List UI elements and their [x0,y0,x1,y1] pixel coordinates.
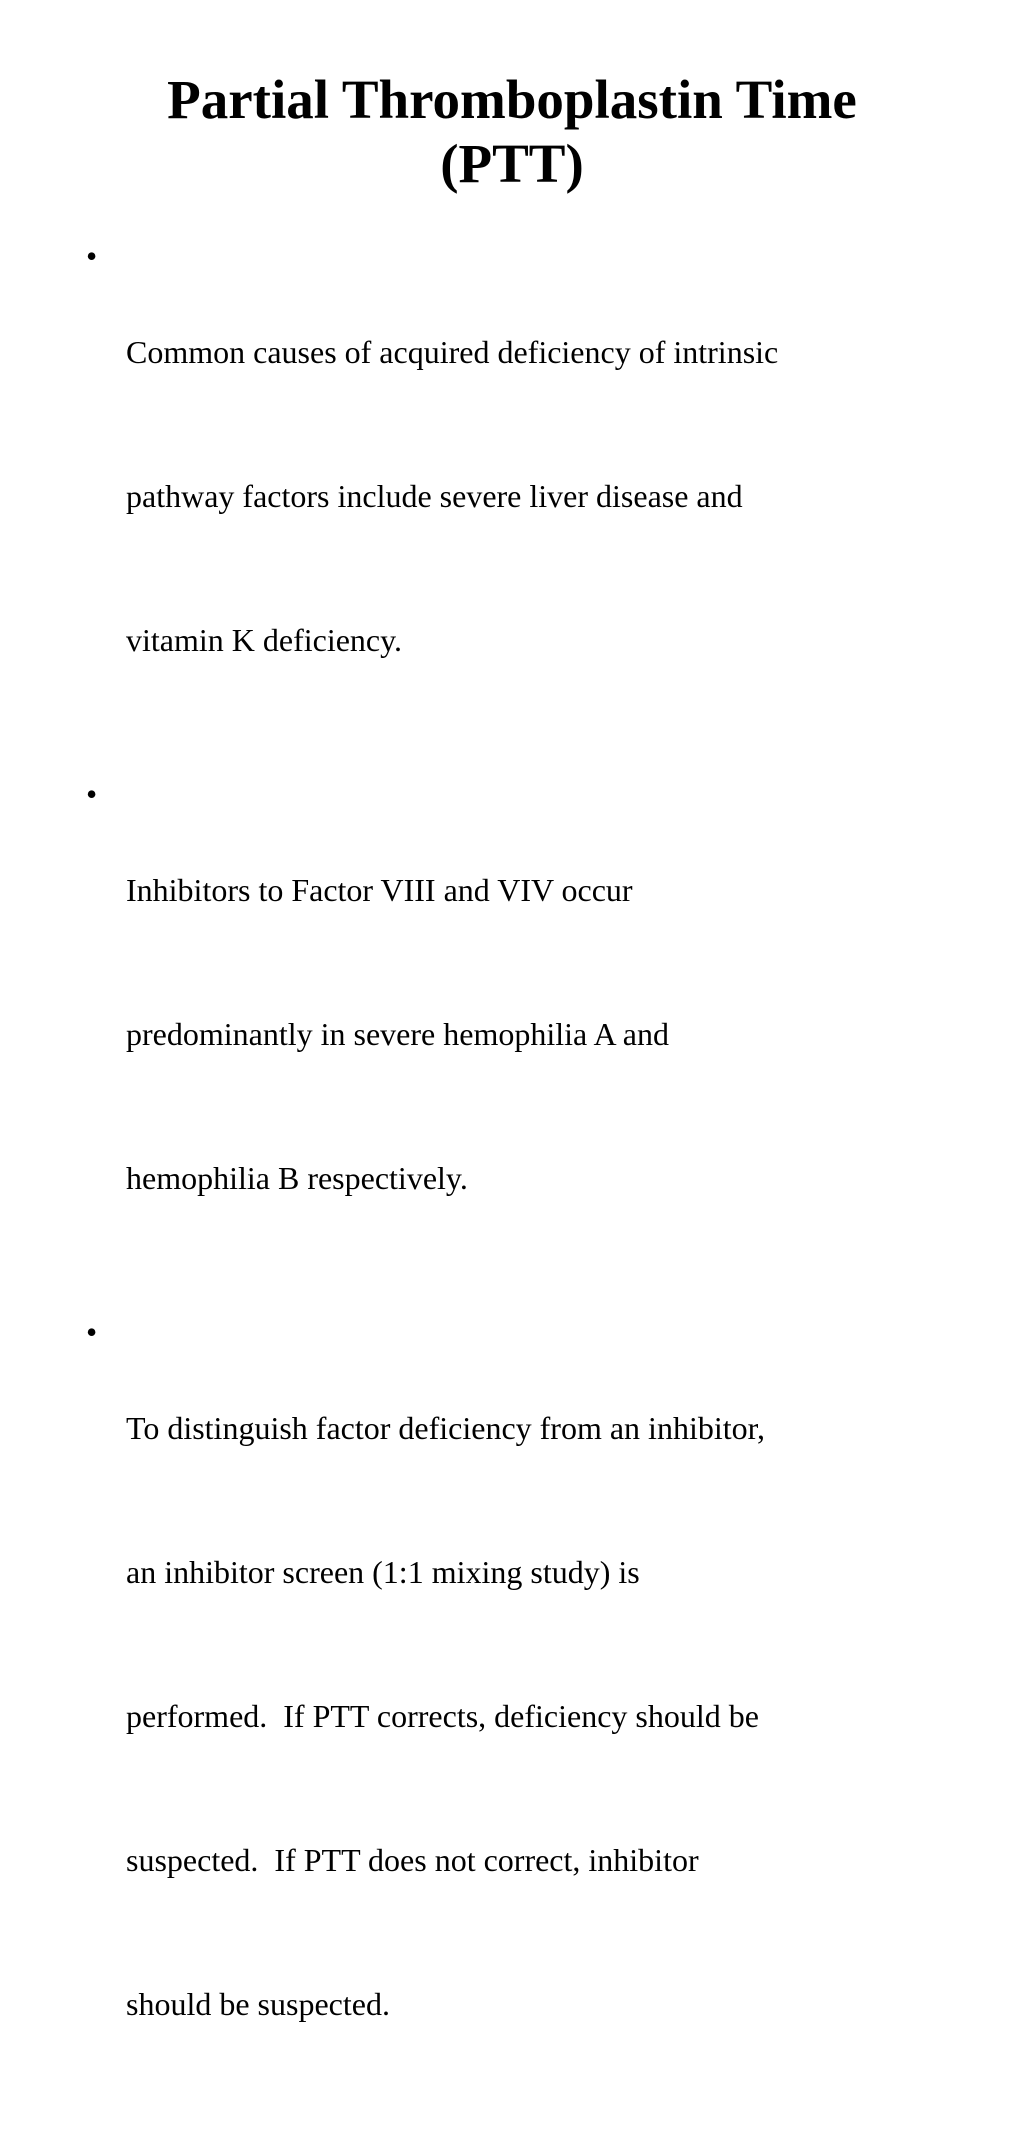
bullet-line: vitamin K deficiency. [126,622,403,658]
title-line-1: Partial Thromboplastin Time [167,69,857,130]
bullet-line: To distinguish factor deficiency from an inhibitor, [126,1410,765,1446]
bullet-line: Common causes of acquired deficiency of intrinsic [126,334,779,370]
bullet-icon: • [86,1314,98,1350]
slide-title [0,68,1024,196]
bullet-line: predominantly in severe hemophilia A and [126,1016,669,1052]
bullet-text [126,1362,966,2118]
bullet-text [126,824,966,1292]
bullet-line: pathway factors include severe liver disease and [126,478,743,514]
bullet-item [86,770,966,1298]
bullet-line: Inhibitors to Factor VIII and VIV occur [126,872,633,908]
bullet-line: suspected. If PTT does not correct, inhibitor [126,1842,699,1878]
bullet-line: should be suspected. [126,1986,390,2022]
bullet-line: performed. If PTT corrects, deficiency should be [126,1698,759,1734]
title-line-2: (PTT) [440,133,584,194]
bullet-list [86,232,966,2134]
bullet-item [86,1308,966,2124]
bullet-text [126,286,966,754]
bullet-icon: • [86,776,98,812]
bullet-item [86,232,966,760]
bullet-line: an inhibitor screen (1:1 mixing study) is [126,1554,640,1590]
bullet-line: hemophilia B respectively. [126,1160,468,1196]
bullet-icon: • [86,238,98,274]
